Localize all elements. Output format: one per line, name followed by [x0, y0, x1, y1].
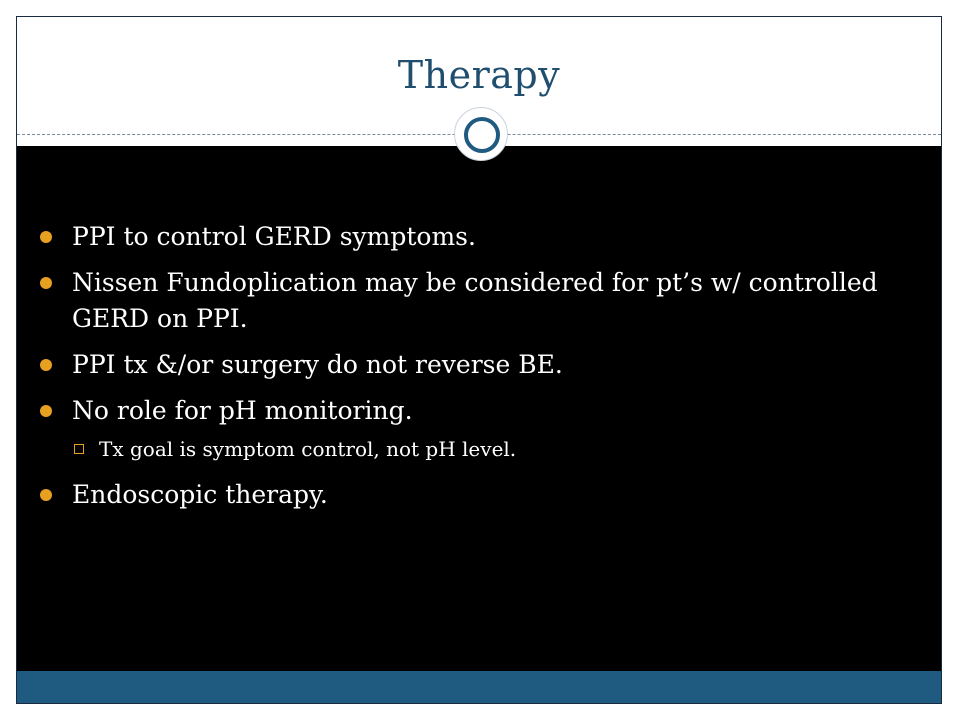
bullet-dot-icon: [40, 489, 52, 501]
bullet-text: Nissen Fundoplication may be considered for pt’s w/ controlled GERD on PPI.: [72, 268, 878, 333]
bullet-dot-icon: [40, 359, 52, 371]
bullet-item: [37, 347, 921, 383]
bullet-item: [37, 393, 921, 429]
slide: [16, 16, 942, 704]
bullet-text: PPI tx &/or surgery do not reverse BE.: [72, 350, 563, 379]
bullet-item: [37, 219, 921, 255]
sub-bullet-item: [37, 435, 921, 463]
bullet-text: Endoscopic therapy.: [72, 480, 328, 509]
bullet-item: [37, 477, 921, 513]
content-area: [17, 146, 941, 671]
sub-bullet-text: Tx goal is symptom control, not pH level.: [99, 437, 517, 461]
bullet-dot-icon: [40, 231, 52, 243]
ring-icon: [464, 117, 500, 153]
bullet-dot-icon: [40, 277, 52, 289]
footer-bar: [17, 671, 941, 704]
bullet-list: [37, 219, 921, 523]
circle-ornament-icon: [454, 107, 508, 161]
bullet-dot-icon: [40, 405, 52, 417]
bullet-text: PPI to control GERD symptoms.: [72, 222, 476, 251]
square-bullet-icon: [74, 444, 84, 454]
bullet-text: No role for pH monitoring.: [72, 396, 413, 425]
bullet-item: [37, 265, 921, 337]
slide-title: Therapy: [397, 53, 561, 97]
